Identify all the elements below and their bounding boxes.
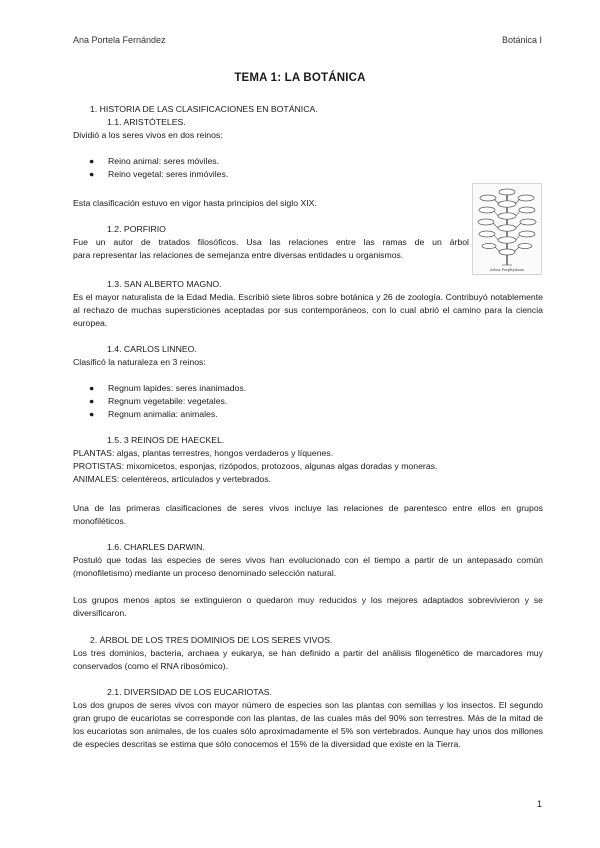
section-2: [73, 634, 543, 673]
list-item: ● Reino vegetal: seres inmóviles.: [89, 169, 229, 179]
header-course: Botánica I: [501, 35, 542, 45]
porfirio-line-1: Fue un autor de tratados filosóficos. Usa las relaciones entre las ramas de un árbol: [73, 237, 469, 247]
subsection-linneo-heading: 1.4. CARLOS LINNEO.: [107, 344, 197, 354]
eucariotas-paragraph: Los dos grupos de seres vivos con mayor número de especies son las plantas con semillas y los insectos. El segundo gran grupo de eucariotas se corresponde con las plantas, de las cuales más del 90% son terrestres. Más de la mitad de los eucariotas son animales, de los cuales sólo aproximadamente el 5% son vertebrados. Aunque hay unos dos millones de especies descritas se estima que sólo conocemos el 15% de la diversidad que existe en la Tierra.: [73, 700, 543, 749]
haeckel-line: ANIMALES: celentéreos, articulados y vertebrados.: [73, 474, 271, 484]
linneo-intro: Clasificó la naturaleza en 3 reinos:: [73, 357, 206, 367]
page-title: TEMA 1: LA BOTÁNICA: [234, 72, 366, 84]
header-author: Ana Portela Fernández: [73, 35, 166, 45]
porfirio-line-2: para representar las relaciones de semejanza entre diversas entidades u organismos.: [73, 250, 404, 260]
porphyrian-tree-figure: [472, 183, 542, 275]
subsection-eucariotas-heading: 2.1. DIVERSIDAD DE LOS EUCARIOTAS.: [107, 687, 272, 697]
haeckel-line: PLANTAS: algas, plantas terrestres, hongos verdaderos y líquenes.: [73, 448, 334, 458]
page-number: 1: [536, 799, 542, 809]
subsection-alberto: [73, 278, 543, 330]
subsection-porfirio-heading: 1.2. PORFIRIO: [107, 224, 166, 234]
figure-caption: Arbor Porphyriana: [490, 268, 524, 272]
aristoteles-outro: Esta clasificación estuvo en vigor hasta principios del siglo XIX.: [73, 198, 317, 208]
darwin-paragraph-1: Postuló que todas las especies de seres vivos han evolucionado con el tiempo a partir de un antepasado común (monofiletismo) mediante un proceso denominado selección natural.: [73, 555, 543, 578]
subsection-eucariotas: [73, 686, 543, 751]
linneo-list: [73, 382, 543, 421]
haeckel-line: PROTISTAS: mixomicetos, esponjas, rizópodos, protozoos, algunas algas doradas y moneras.: [73, 461, 438, 471]
subsection-porfirio: [73, 223, 469, 262]
list-item: ● Regnum animalia: animales.: [89, 409, 218, 419]
list-item: ● Regnum lapides: seres inanimados.: [89, 383, 247, 393]
subsection-aristoteles-heading: 1.1. ARISTÓTELES.: [107, 117, 186, 127]
section-1-heading: 1. HISTORIA DE LAS CLASIFICACIONES EN BOTÁNICA.: [90, 104, 318, 114]
subsection-linneo: [73, 343, 543, 369]
list-item: ● Reino animal: seres móviles.: [89, 156, 220, 166]
subsection-haeckel: [73, 434, 543, 486]
subsection-haeckel-heading: 1.5. 3 REINOS DE HAECKEL.: [107, 435, 225, 445]
subsection-alberto-heading: 1.3. SAN ALBERTO MAGNO.: [107, 279, 222, 289]
list-item: ● Regnum vegetabile: vegetales.: [89, 396, 228, 406]
alberto-paragraph: Es el mayor naturalista de la Edad Media. Escribió siete libros sobre botánica y 26 de zoología. Contribuyó notablemente al rechazo de muchas supersticiones aceptadas por sus contemporáneos, con lo cual abrió el camino para la ciencia europea.: [73, 292, 543, 328]
haeckel-paragraph: Una de las primeras clasificaciones de seres vivos incluye las relaciones de parentesco entre ellos en grupos monofiléticos.: [73, 503, 543, 526]
aristoteles-list: [73, 155, 543, 181]
section-2-paragraph: Los tres dominios, bacteria, archaea y eukarya, se han definido a partir del análisis filogenético de marcadores muy conservados (como el RNA ribosómico).: [73, 648, 543, 671]
section-2-heading: 2. ÁRBOL DE LOS TRES DOMINIOS DE LOS SERES VIVOS.: [90, 635, 333, 645]
subsection-darwin-heading: 1.6. CHARLES DARWIN.: [107, 542, 205, 552]
subsection-darwin: [73, 541, 543, 580]
darwin-paragraph-2: Los grupos menos aptos se extinguieron o quedaron muy reducidos y los mejores adaptados sobrevivieron y se diversificaron.: [73, 595, 543, 618]
section-1: [73, 103, 543, 142]
aristoteles-intro: Dividió a los seres vivos en dos reinos:: [73, 130, 223, 140]
